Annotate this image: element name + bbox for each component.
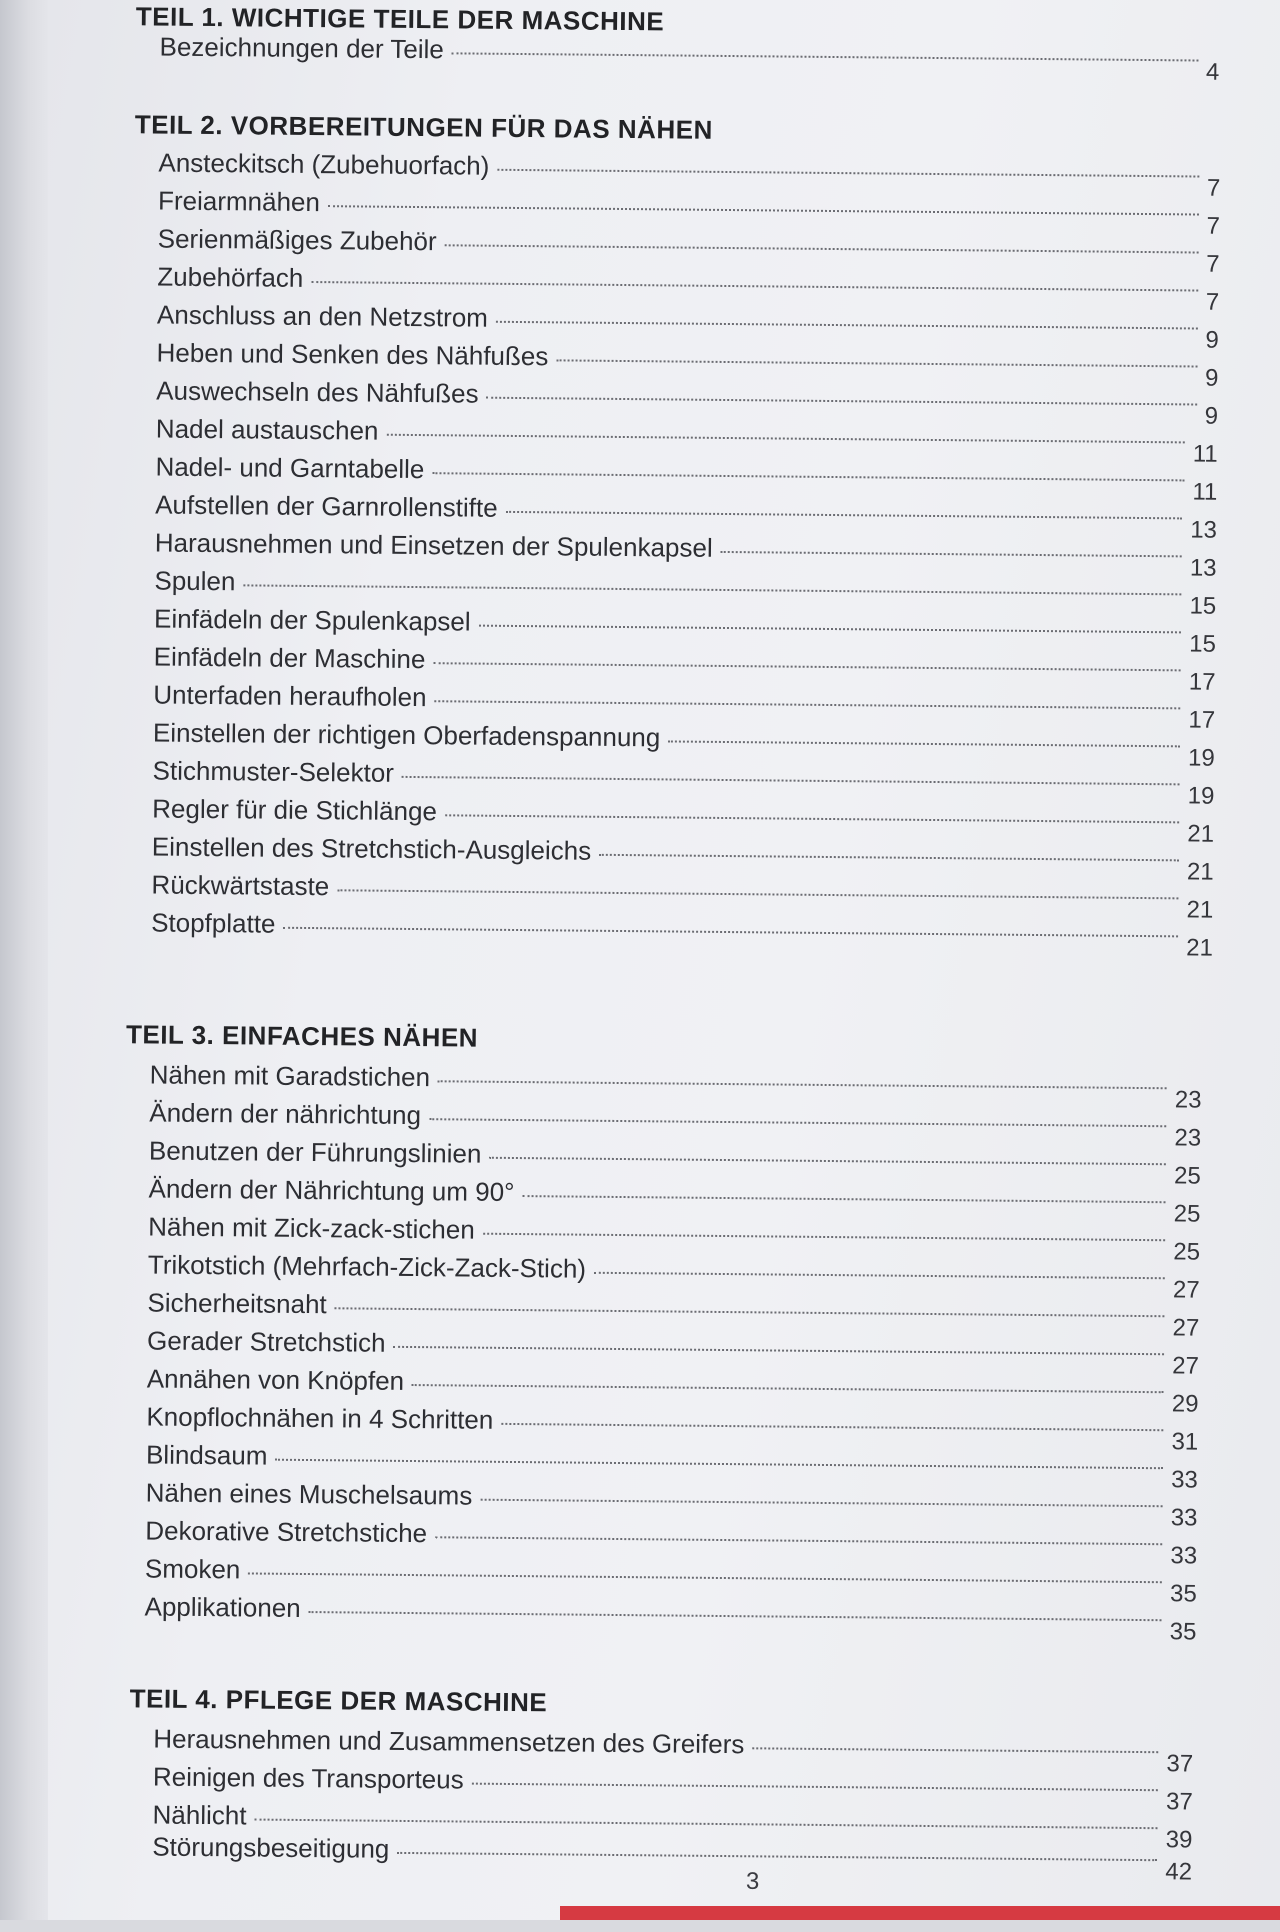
toc-entry[interactable] [155,489,1218,544]
dot-leader [721,551,1182,557]
toc-entry-page: 33 [1170,1542,1198,1570]
toc-entry-page: 21 [1186,896,1214,924]
dot-leader [668,740,1180,747]
toc-entry-label: Harausnehmen und Einsetzen der Spulenkapsel [154,527,713,563]
toc-entry[interactable] [144,1591,1197,1646]
red-cover-edge [560,1906,1280,1920]
toc-entry-page: 21 [1186,858,1214,886]
dot-leader [254,1819,1157,1830]
toc-entry[interactable] [154,527,1217,582]
toc-entry[interactable] [148,1211,1201,1266]
toc-entry-page: 7 [1205,288,1220,316]
toc-entry-page: 37 [1165,1788,1193,1816]
toc-entry-page: 35 [1169,1618,1197,1646]
toc-entry-page: 25 [1173,1162,1201,1190]
toc-entry-label: Smoken [144,1553,241,1585]
toc-entry-label: Annähen von Knöpfen [146,1363,405,1396]
toc-entry-page: 7 [1206,250,1220,278]
toc-entry-label: Nählicht [152,1799,247,1831]
toc-entry-label: Nähen mit Zick-zack-stichen [148,1211,475,1245]
toc-entry-page: 35 [1169,1580,1197,1608]
dot-leader [479,625,1182,634]
toc-entry-page: 11 [1192,440,1218,468]
toc-entry-label: Nähen eines Muschelsaums [145,1477,473,1511]
toc-entry[interactable] [154,565,1217,620]
toc-entry-label: Unterfaden heraufholen [153,679,427,713]
toc-entry[interactable] [153,679,1216,734]
dot-leader [445,814,1180,823]
dot-leader [328,205,1199,215]
toc-entry-page: 25 [1173,1238,1201,1266]
dot-leader [397,1852,1157,1861]
dot-leader [337,889,1179,899]
toc-entry-page: 27 [1172,1352,1200,1380]
toc-entry-page: 17 [1188,706,1216,734]
toc-entry[interactable] [149,1097,1202,1152]
toc-entry-label: Störungsbeseitigung [152,1831,390,1864]
dot-leader [496,321,1198,330]
dot-leader [599,854,1179,862]
dot-leader [486,397,1196,406]
toc-entry-label: Trikotstich (Mehrfach-Zick-Zack-Stich) [147,1249,587,1284]
toc-entry-page: 9 [1204,364,1219,392]
dot-leader [429,1118,1167,1127]
dot-leader [472,1783,1159,1792]
dot-leader [309,1611,1162,1621]
dot-leader [480,1499,1163,1508]
toc-entry-label: Stichmuster-Selektor [152,755,395,788]
toc-entry-page: 15 [1189,630,1217,658]
dot-leader [522,1195,1165,1203]
dot-leader [594,1272,1165,1279]
dot-leader [283,927,1178,938]
toc-entry-page: 23 [1174,1124,1202,1152]
toc-entry-label: Ändern der nährichtung [149,1097,422,1131]
toc-entry-page: 11 [1192,478,1218,506]
toc-entry-label: Anschluss an den Netzstrom [156,299,489,333]
toc-entry[interactable] [152,793,1215,848]
dot-leader [452,52,1198,61]
toc-entry-label: Ändern der Nährichtung um 90° [148,1173,515,1207]
dot-leader [394,1346,1165,1355]
toc-entry-page: 31 [1171,1428,1199,1456]
toc-entry-label: Serienmäßiges Zubehör [157,223,437,257]
toc-entry-label: Nadel- und Garntabelle [155,451,425,485]
toc-entry-page: 19 [1187,782,1215,810]
section-title-teil-4: TEIL 4. PFLEGE DER MASCHINE [129,1683,548,1718]
dot-leader [445,244,1199,253]
toc-entry[interactable] [156,299,1219,354]
dot-leader [432,472,1184,481]
section-title-teil-2: TEIL 2. VORBEREITUNGEN FÜR DAS NÄHEN [134,109,713,145]
toc-entry-label: Sicherheitsnaht [147,1287,327,1320]
toc-entry-label: Einfädeln der Spulenkapsel [153,603,471,637]
toc-entry-page: 13 [1190,516,1218,544]
toc-entry-page: 9 [1205,326,1219,354]
toc-entry-label: Spulen [154,565,236,597]
toc-entry-label: Dekorative Stretchstiche [145,1515,428,1549]
toc-entry-page: 15 [1189,592,1217,620]
dot-leader [386,434,1184,444]
dot-leader [412,1384,1164,1393]
dot-leader [248,1572,1162,1583]
section-title-teil-3: TEIL 3. EINFACHES NÄHEN [125,1019,479,1053]
toc-entry-page: 37 [1166,1750,1194,1778]
toc-entry-page: 33 [1170,1504,1198,1532]
toc-entry-page: 39 [1165,1826,1193,1854]
toc-entry-label: Bezeichnungen der Teile [159,31,444,65]
toc-entry[interactable] [159,31,1220,86]
toc-entry-label: Heben und Senken des Nähfußes [156,337,549,372]
toc-entry-label: Rückwärtstaste [151,869,330,902]
dot-leader [435,1536,1162,1545]
toc-entry-page: 13 [1189,554,1217,582]
toc-entry-label: Herausnehmen und Zusammensetzen des Greifers [153,1723,745,1760]
toc-entry-label: Reinigen des Transporteus [152,1761,464,1795]
dot-leader [506,511,1183,519]
toc-entry-label: Knopflochnähen in 4 Schritten [146,1401,494,1435]
dot-leader [501,1423,1163,1431]
toc-entry-label: Gerader Stretchstich [146,1325,386,1358]
toc-entry-label: Einstellen der richtigen Oberfadenspannung [152,717,661,753]
toc-entry-page: 7 [1206,174,1221,202]
toc-entry-label: Auswechseln des Nähfußes [156,375,479,409]
toc-entry-page: 27 [1172,1276,1200,1304]
dot-leader [752,1747,1158,1753]
dot-leader [243,584,1181,595]
toc-entry-label: Zubehörfach [157,261,304,293]
toc-entry-page: 42 [1165,1858,1193,1886]
toc-entry-page: 4 [1205,58,1220,86]
toc-entry-page: 21 [1187,820,1215,848]
toc-entry-label: Einstellen des Stretchstich-Ausgleichs [151,831,592,866]
toc-entry-label: Applikationen [144,1591,301,1623]
dot-leader [275,1459,1163,1470]
toc-entry-page: 27 [1172,1314,1200,1342]
dot-leader [483,1233,1166,1242]
toc-entry-page: 29 [1171,1390,1199,1418]
dot-leader [489,1157,1166,1165]
dot-leader [335,1307,1165,1317]
dot-leader [433,662,1181,671]
toc-entry-page: 25 [1173,1200,1201,1228]
toc-entry[interactable] [151,907,1214,962]
toc-entry-label: Nähen mit Garadstichen [149,1059,431,1093]
dot-leader [438,1080,1167,1089]
toc-entry-label: Benutzen der Führungslinien [148,1135,482,1169]
toc-entry[interactable] [157,261,1220,316]
toc-entry-page: 17 [1188,668,1216,696]
toc-entry-label: Blindsaum [145,1439,268,1471]
toc-entry-page: 19 [1187,744,1215,772]
toc-entry-page: 21 [1186,934,1214,962]
toc-entry-label: Ansteckitsch (Zubehuorfach) [158,147,490,181]
toc-entry-page: 9 [1204,402,1219,430]
dot-leader [402,776,1180,785]
toc-entry-page: 23 [1174,1086,1202,1114]
dot-leader [497,169,1199,178]
section-title-teil-1: TEIL 1. WICHTIGE TEILE DER MASCHINE [135,1,665,37]
toc-entry-label: Regler für die Stichlänge [152,793,438,827]
dot-leader [556,359,1197,367]
toc-entry-page: 33 [1171,1466,1198,1494]
toc-entry-label: Freiarmnähen [157,185,321,218]
dot-leader [434,700,1180,709]
toc-entry-page: 7 [1206,212,1221,240]
dot-leader [311,281,1198,292]
toc-entry-label: Aufstellen der Garnrollenstifte [155,489,498,523]
toc-entry-label: Stopfplatte [151,907,276,939]
toc-entry[interactable] [153,1723,1194,1778]
toc-entry-label: Nadel austauschen [155,413,379,446]
page-number: 3 [745,1867,760,1896]
toc-entry-label: Einfädeln der Maschine [153,641,426,675]
